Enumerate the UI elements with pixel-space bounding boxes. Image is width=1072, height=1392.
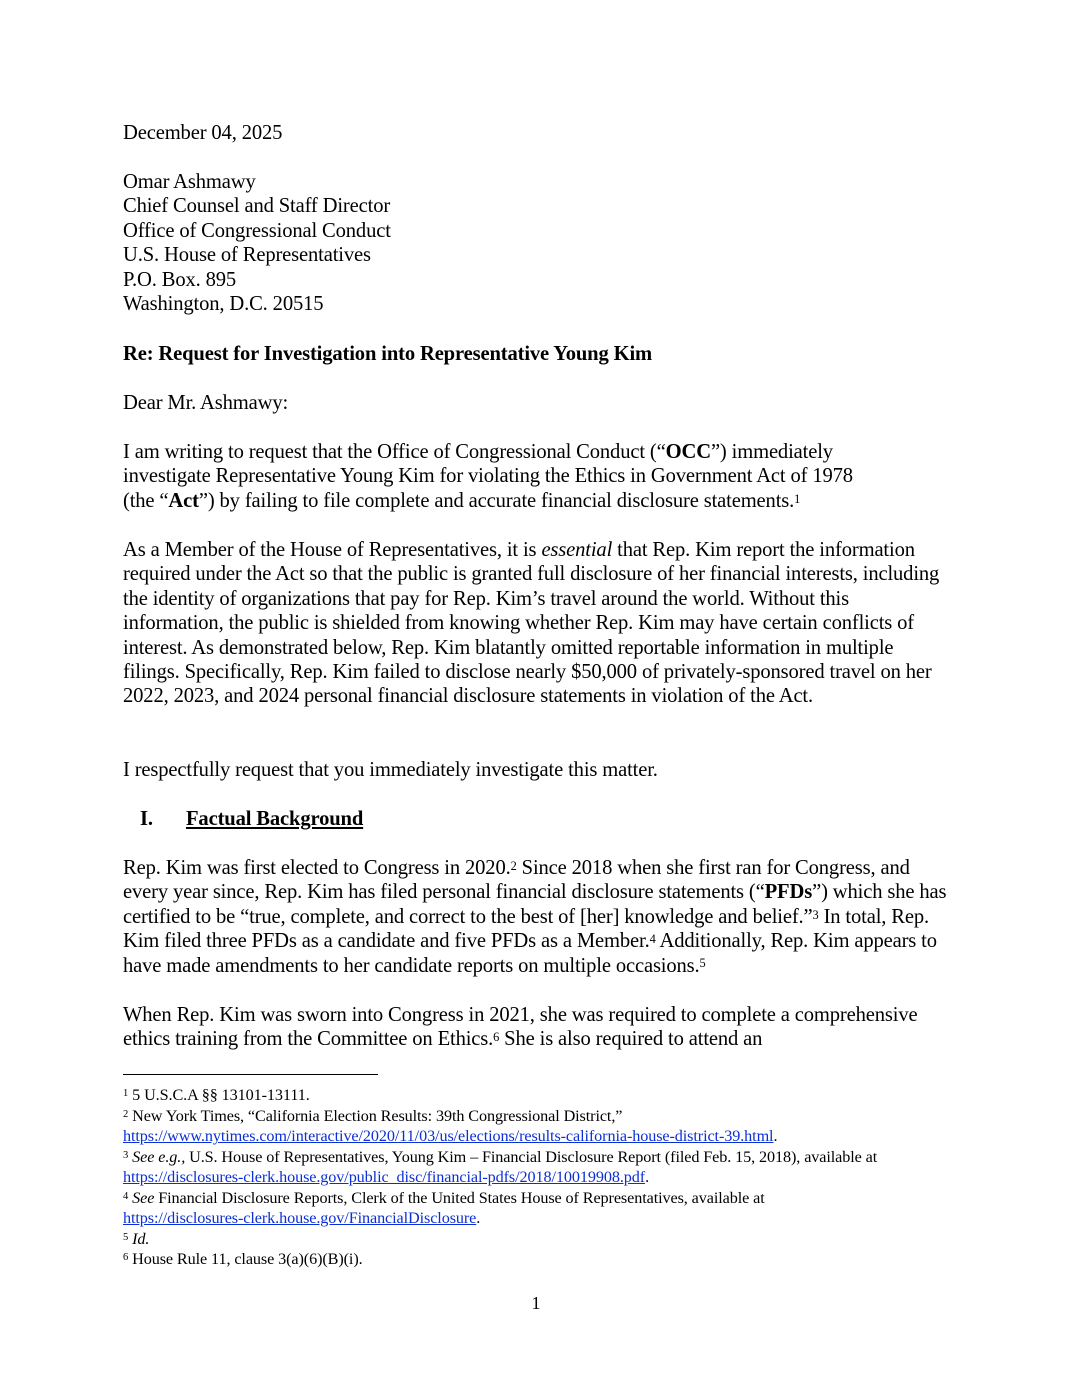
letter-date: December 04, 2025 bbox=[123, 122, 283, 144]
footnote-number: 1 bbox=[123, 1087, 129, 1099]
recipient-city: Washington, D.C. 20515 bbox=[123, 293, 324, 316]
footnote-1 bbox=[123, 1085, 963, 1105]
text-run: Since 2018 when she first ran for Congress, and every year since, Rep. Kim has filed personal financial disclosure statements (“ bbox=[123, 857, 910, 904]
footnote-ref-6[interactable]: 6 bbox=[493, 1030, 500, 1045]
footnote-ref-1[interactable]: 1 bbox=[794, 491, 801, 506]
text-run: Additionally, Rep. Kim appears to have made amendments to her candidate reports on multiple occasions. bbox=[123, 930, 937, 977]
footnote-2 bbox=[123, 1106, 963, 1147]
text-run: I am writing to request that the Office of Congressional Conduct (“ bbox=[123, 441, 666, 463]
punctuation: . bbox=[476, 1209, 481, 1228]
paragraph-background bbox=[123, 856, 953, 978]
defined-term-act: Act bbox=[168, 489, 199, 512]
text-run: that Rep. Kim report the information required under the Act so that the public is granted full disclosure of her financial interests, including the identity of organizations that pay for Rep. Kim’s travel around the world. Without this information, the public is shielded from knowing whether Rep. Kim may have certain conflicts of interest. As demonstrated below, Rep. Kim blatantly omitted reportable information in multiple filings. Specifically, Rep. Kim failed to disclose nearly $50,000 of privately-sponsored travel on her 2022, 2023, and 2024 personal financial disclosure statements in violation of the Act. bbox=[123, 539, 940, 708]
footnote-text: New York Times, “California Election Results: 39th Congressional District,” bbox=[132, 1107, 623, 1125]
signal-italic: See bbox=[132, 1189, 155, 1207]
footnote-link-disclosure-pdf[interactable]: https://disclosures-clerk.house.gov/public_disc/financial-pdfs/2018/10019908.pdf bbox=[123, 1168, 646, 1187]
paragraph-purpose bbox=[123, 538, 953, 709]
paragraph-request: I respectfully request that you immediately investigate this matter. bbox=[123, 759, 658, 781]
footnote-number: 3 bbox=[123, 1149, 129, 1161]
emphasis: essential bbox=[541, 539, 613, 561]
footnote-number: 6 bbox=[123, 1251, 129, 1263]
recipient-org: U.S. House of Representatives bbox=[123, 244, 371, 267]
footnote-ref-4[interactable]: 4 bbox=[649, 931, 656, 946]
footnote-text: Id. bbox=[132, 1230, 150, 1248]
recipient-office: Office of Congressional Conduct bbox=[123, 219, 391, 242]
recipient-address bbox=[123, 170, 953, 316]
footnote-6 bbox=[123, 1249, 963, 1269]
defined-term-pfds: PFDs bbox=[764, 881, 813, 904]
paragraph-training bbox=[123, 1003, 943, 1052]
punctuation: . bbox=[773, 1127, 778, 1146]
text-run: She is also required to attend an bbox=[499, 1028, 763, 1051]
footnote-separator bbox=[123, 1074, 378, 1075]
footnote-link-financial-disclosure[interactable]: https://disclosures-clerk.house.gov/FinancialDisclosure bbox=[123, 1209, 477, 1228]
signal-italic: See e.g., bbox=[132, 1148, 186, 1166]
section-title: Factual Background bbox=[186, 808, 364, 830]
footnote-number: 5 bbox=[123, 1231, 129, 1243]
section-heading-factual-background bbox=[140, 807, 363, 831]
text-run: ”) which she has certified to be “true, complete, and correct to the best of [her] knowledge and belief.” bbox=[123, 881, 947, 928]
section-number: I. bbox=[140, 808, 153, 830]
paragraph-intro bbox=[123, 440, 883, 513]
footnote-text: U.S. House of Representatives, Young Kim – Financial Disclosure Report (filed Feb. 15, 2018), available at bbox=[185, 1148, 878, 1166]
salutation: Dear Mr. Ashmawy: bbox=[123, 392, 289, 414]
footnote-number: 4 bbox=[123, 1190, 129, 1202]
footnote-number: 2 bbox=[123, 1108, 129, 1120]
subject-line: Re: Request for Investigation into Representative Young Kim bbox=[123, 343, 653, 365]
footnote-ref-3[interactable]: 3 bbox=[812, 907, 819, 922]
punctuation: . bbox=[645, 1168, 650, 1187]
footnote-text: Financial Disclosure Reports, Clerk of the United States House of Representatives, available at bbox=[154, 1189, 765, 1207]
footnote-3 bbox=[123, 1147, 963, 1188]
footnote-ref-2[interactable]: 2 bbox=[510, 858, 517, 873]
text-run: As a Member of the House of Representatives, it is bbox=[123, 539, 542, 561]
recipient-box: P.O. Box. 895 bbox=[123, 268, 237, 291]
text-run: In total, Rep. Kim filed three PFDs as a candidate and five PFDs as a Member. bbox=[123, 905, 930, 953]
footnote-text: 5 U.S.C.A §§ 13101-13111. bbox=[132, 1086, 310, 1104]
footnote-4 bbox=[123, 1188, 963, 1229]
text-run: ”) immediately investigate Representative Young Kim for violating the Ethics in Government Act of 1978 (the “ bbox=[123, 441, 853, 512]
page-number: 1 bbox=[531, 1293, 541, 1313]
footnote-text: House Rule 11, clause 3(a)(6)(B)(i). bbox=[132, 1250, 363, 1268]
recipient-name: Omar Ashmawy bbox=[123, 171, 256, 193]
text-run: Rep. Kim was first elected to Congress in 2020. bbox=[123, 857, 511, 879]
text-run: ”) by failing to file complete and accurate financial disclosure statements. bbox=[198, 489, 795, 512]
defined-term-occ: OCC bbox=[665, 441, 711, 463]
footnote-5 bbox=[123, 1229, 963, 1249]
footnote-ref-5[interactable]: 5 bbox=[699, 956, 706, 971]
recipient-title: Chief Counsel and Staff Director bbox=[123, 195, 391, 218]
footnote-link-nytimes[interactable]: https://www.nytimes.com/interactive/2020/11/03/us/elections/results-california-house-district-39.html bbox=[123, 1127, 774, 1146]
text-run: When Rep. Kim was sworn into Congress in 2021, she was required to complete a comprehensive ethics training from the Committee on Ethics. bbox=[123, 1004, 918, 1051]
